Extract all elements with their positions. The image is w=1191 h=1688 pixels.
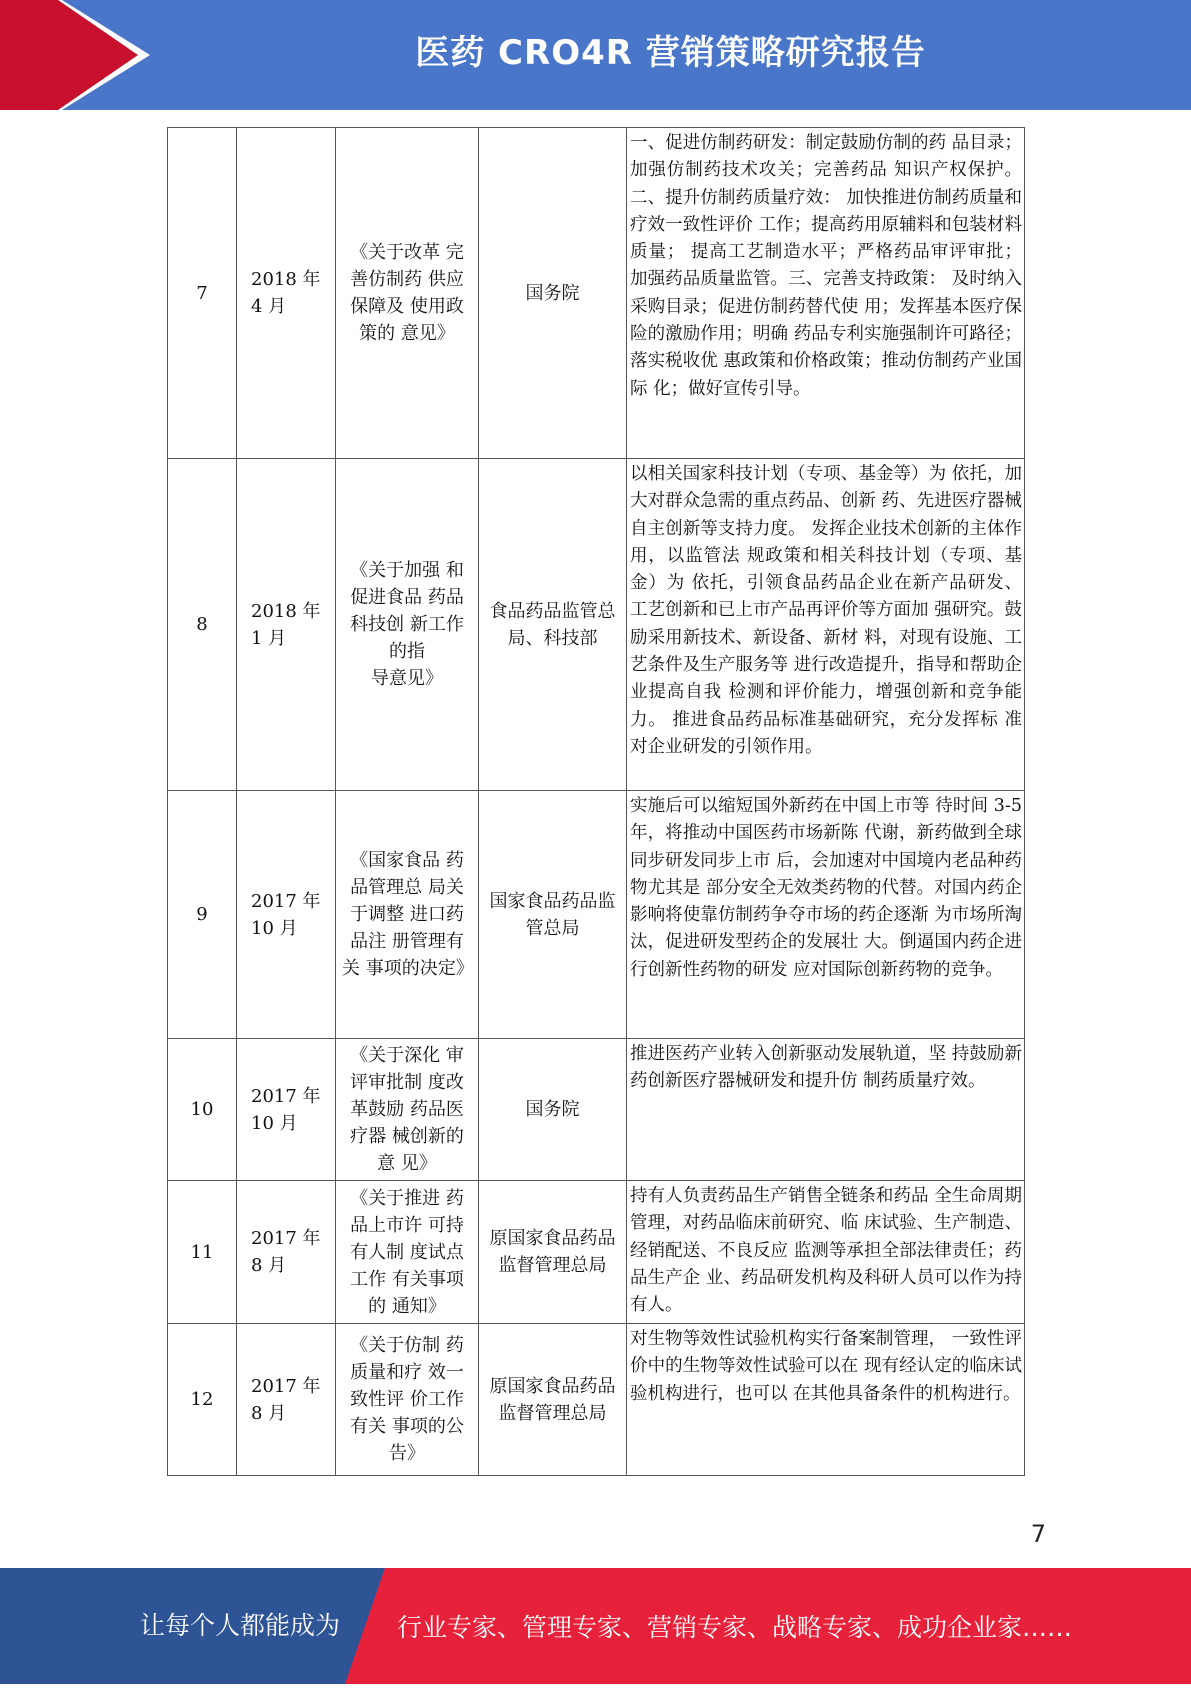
page-number: 7 (1030, 1520, 1046, 1548)
policy-title: 《关于仿制 药质量和疗 效一致性评 价工作有关 事项的公告》 (336, 1324, 479, 1476)
policy-content: 对生物等效性试验机构实行备案制管理， 一致性评价中的生物等效性试验可以在 现有经认定的临床试验机构进行，也可以 在其他具备条件的机构进行。 (627, 1324, 1025, 1476)
row-number: 8 (168, 459, 237, 791)
row-date-text: 2018 年 4 月 (251, 269, 321, 317)
row-date-text: 2017 年 8 月 (251, 1375, 321, 1424)
table-row (168, 1039, 1025, 1181)
table-row (168, 128, 1025, 459)
policy-table (167, 127, 1025, 1476)
chevron-logo-icon (0, 0, 150, 110)
policy-title: 《关于深化 审评审批制 度改革鼓励 药品医疗器 械创新的意 见》 (336, 1039, 479, 1181)
issuing-agency: 国务院 (479, 128, 627, 459)
issuing-agency: 原国家食品药品监督管理总局 (479, 1324, 627, 1476)
row-number: 10 (168, 1039, 237, 1181)
row-date-text: 2017 年 10 月 (251, 1085, 321, 1134)
policy-title: 《国家食品 药品管理总 局关于调整 进口药品注 册管理有关 事项的决定》 (336, 791, 479, 1039)
footer-banner (0, 1568, 1191, 1684)
row-date (237, 1324, 336, 1476)
issuing-agency: 国家食品药品监管总局 (479, 791, 627, 1039)
row-date (237, 791, 336, 1039)
policy-content: 持有人负责药品生产销售全链条和药品 全生命周期管理，对药品临床前研究、临 床试验、生产制造、经销配送、不良反应 监测等承担全部法律责任；药品生产企 业、药品研发机构及科研人员可以作为持 有人。 (627, 1181, 1025, 1324)
policy-content: 以相关国家科技计划（专项、基金等）为 依托，加大对群众急需的重点药品、创新 药、先进医疗器械自主创新等支持力度。 发挥企业技术创新的主体作用，以监管法 规政策和相关科技计划（专项、基金）为 依托，引领食品药品企业在新产品研发、 工艺创新和已上市产品再评价等方面加 强研究。鼓励采用新技术、新设备、新材 料，对现有设施、工艺条件及生产服务等 进行改造提升，指导和帮助企业提高自我 检测和评价能力，增强创新和竞争能力。 推进食品药品标准基础研究，充分发挥标 准对企业研发的引领作用。 (627, 459, 1025, 791)
row-number: 9 (168, 791, 237, 1039)
report-title: 医药 CRO4R 营销策略研究报告 (415, 33, 926, 73)
policy-title (336, 459, 479, 791)
table-row (168, 459, 1025, 791)
policy-content: 实施后可以缩短国外新药在中国上市等 待时间 3-5 年，将推动中国医药市场新陈 代谢，新药做到全球同步研发同步上市 后，会加速对中国境内老品种药物尤其是 部分安全无效类药物的代替。对国内药企 影响将使靠仿制药争夺市场的药企逐渐 为市场所淘汰，促进研发型药企的发展壮 大。倒逼国内药企进行创新性药物的研发 应对国际创新药物的竞争。 (627, 791, 1025, 1039)
row-date (237, 1039, 336, 1181)
issuing-agency: 原国家食品药品监督管理总局 (479, 1181, 627, 1324)
row-number: 7 (168, 128, 237, 459)
policy-content: 一、促进仿制药研发：制定鼓励仿制的药 品目录；加强仿制药技术攻关；完善药品 知识产权保护。二、提升仿制药质量疗效： 加快推进仿制药质量和疗效一致性评价 工作；提高药用原辅料和包装材料质量； 提高工艺制造水平；严格药品审评审批； 加强药品质量监管。三、完善支持政策： 及时纳入采购目录；促进仿制药替代使 用；发挥基本医疗保险的激励作用；明确 药品专利实施强制许可路径；落实税收优 惠政策和价格政策；推动仿制药产业国际 化；做好宣传引导。 (627, 128, 1025, 459)
row-number: 12 (168, 1324, 237, 1476)
row-date (237, 128, 336, 459)
row-date-text: 2017 年 10 月 (251, 890, 321, 939)
table-row (168, 791, 1025, 1039)
policy-title: 《关于推进 药品上市许 可持有人制 度试点工作 有关事项的 通知》 (336, 1181, 479, 1324)
row-date-text: 2018 年 1 月 (251, 600, 321, 649)
row-date (237, 1181, 336, 1324)
policy-title-text: 《关于加强 和促进食品 药品科技创 新工作的指 导意见》 (350, 560, 464, 689)
footer-slogan-left: 让每个人都能成为 (140, 1611, 341, 1640)
row-number: 11 (168, 1181, 237, 1324)
header-banner (0, 0, 1191, 110)
policy-title: 《关于改革 完善仿制药 供应保障及 使用政策的 意见》 (336, 128, 479, 459)
footer-slogan-right: 行业专家、管理专家、营销专家、战略专家、成功企业家…… (397, 1613, 1073, 1642)
issuing-agency: 食品药品监管总局、科技部 (479, 459, 627, 791)
table-row (168, 1324, 1025, 1476)
row-date (237, 459, 336, 791)
table-row (168, 1181, 1025, 1324)
row-date-text: 2017 年 8 月 (251, 1228, 321, 1276)
issuing-agency: 国务院 (479, 1039, 627, 1181)
policy-content: 推进医药产业转入创新驱动发展轨道，坚 持鼓励新药创新医疗器械研发和提升仿 制药质量疗效。 (627, 1039, 1025, 1181)
